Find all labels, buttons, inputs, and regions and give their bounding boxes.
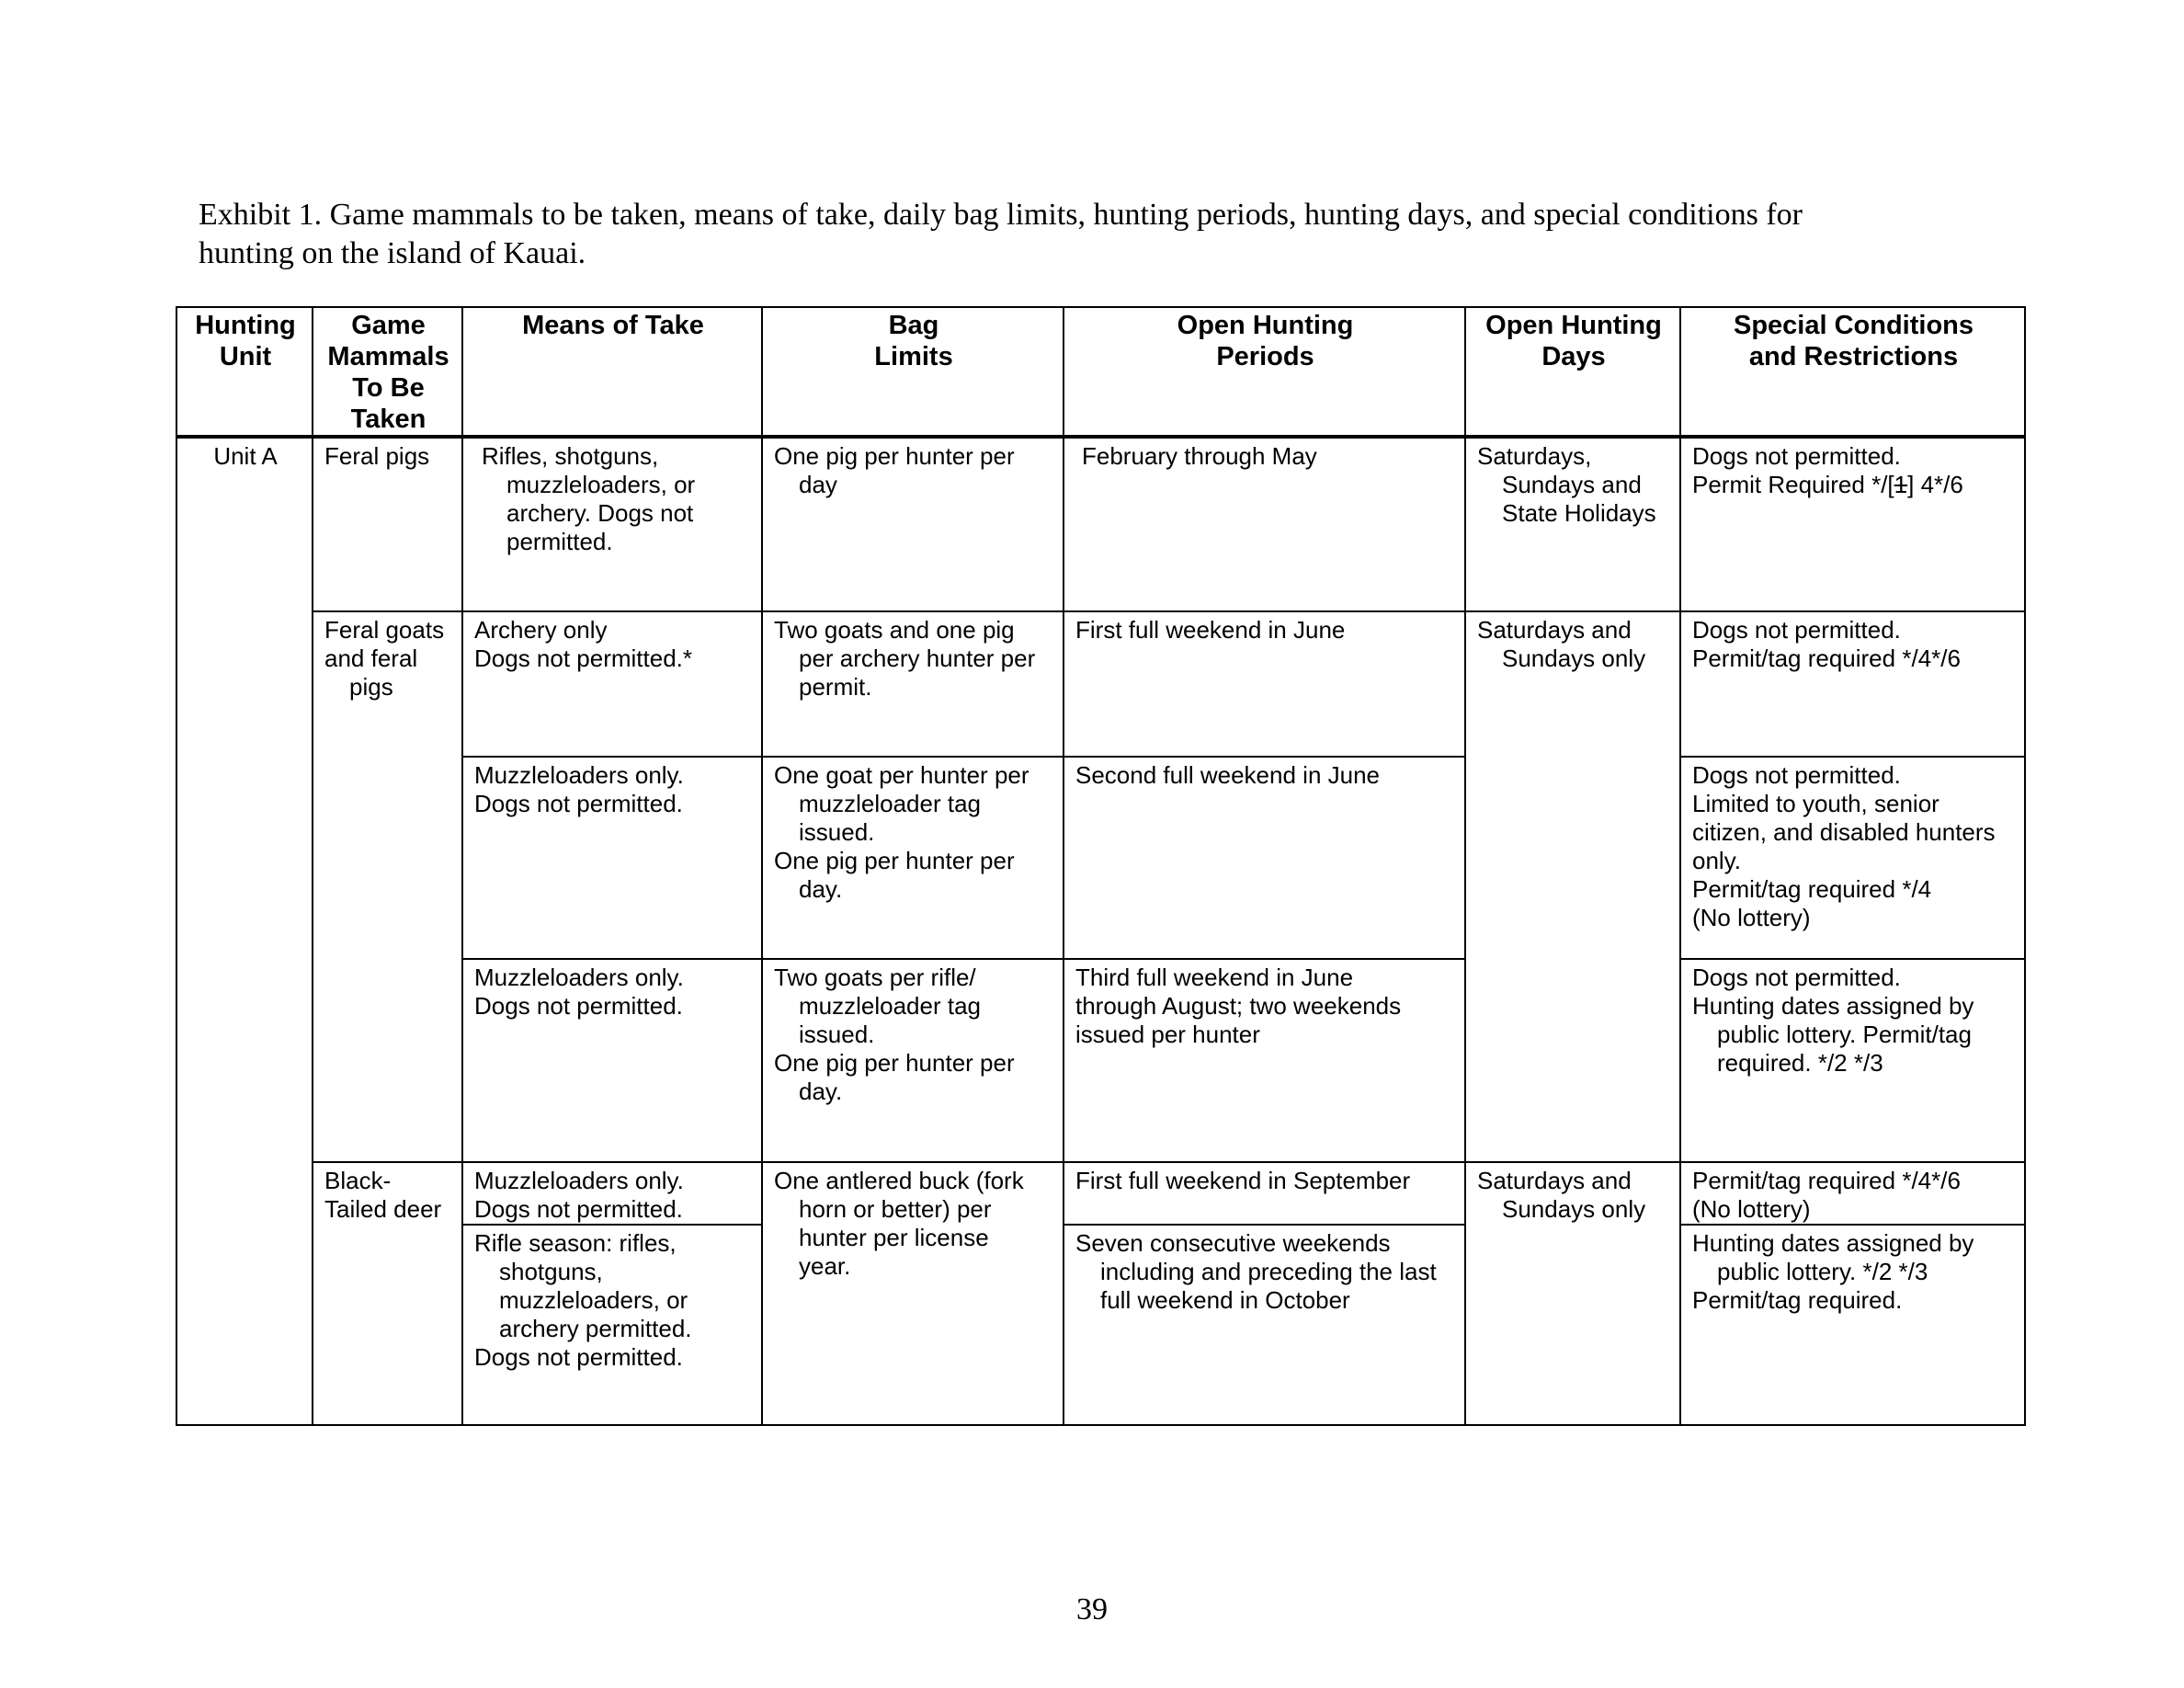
cell-line: Rifles, shotguns, bbox=[482, 442, 659, 470]
cell-line: day. bbox=[799, 875, 843, 903]
cell-line: only. bbox=[1692, 847, 1741, 874]
header-text: Bag bbox=[888, 311, 939, 340]
cell-line: Limited to youth, senior bbox=[1692, 790, 1939, 817]
cell-text: Permit Required */[ bbox=[1692, 471, 1894, 498]
bag-limit-cell bbox=[762, 1162, 1064, 1425]
period-cell bbox=[1064, 1225, 1465, 1425]
page-number: 39 bbox=[1076, 1592, 1108, 1626]
cell-line: full weekend in October bbox=[1100, 1286, 1350, 1314]
cell-line: Dogs not permitted. bbox=[1692, 761, 1901, 789]
header-text: To Be bbox=[352, 373, 425, 403]
cell-line: archery. Dogs not bbox=[506, 499, 694, 527]
cell-line: Third full weekend in June bbox=[1075, 964, 1354, 991]
header-means-of-take bbox=[462, 307, 762, 437]
cell-line: Permit/tag required */4*/6 bbox=[1692, 1167, 1961, 1194]
period-cell bbox=[1064, 611, 1465, 757]
period-cell bbox=[1064, 959, 1465, 1162]
cell-line: Tailed deer bbox=[324, 1195, 442, 1223]
cell-line: Rifle season: rifles, bbox=[474, 1229, 677, 1257]
cell-line: (No lottery) bbox=[1692, 1195, 1811, 1223]
days-cell bbox=[1465, 611, 1680, 1162]
cell-line: including and preceding the last bbox=[1100, 1258, 1437, 1285]
mammal-cell bbox=[313, 611, 462, 1162]
means-cell bbox=[462, 1162, 762, 1225]
header-text: Mammals bbox=[327, 342, 449, 371]
cell-line: Dogs not permitted. bbox=[1692, 964, 1901, 991]
cell-line: Dogs not permitted. bbox=[474, 790, 683, 817]
caption-line-1: Exhibit 1. Game mammals to be taken, means of take, daily bag limits, hunting periods, hunting days, and special conditions for bbox=[199, 198, 1803, 232]
cell-line: pigs bbox=[349, 673, 393, 701]
cell-line: One pig per hunter per bbox=[774, 1049, 1015, 1077]
header-hunting-unit bbox=[176, 307, 313, 437]
means-cell bbox=[462, 959, 762, 1162]
header-text: and Restrictions bbox=[1748, 342, 1959, 371]
cell-line: Saturdays and bbox=[1477, 616, 1632, 644]
means-cell bbox=[462, 611, 762, 757]
table-row bbox=[176, 611, 2025, 757]
cell-line: per archery hunter per bbox=[799, 644, 1036, 672]
cell-line: Seven consecutive weekends bbox=[1075, 1229, 1391, 1257]
cell-line: horn or better) per bbox=[799, 1195, 992, 1223]
conditions-cell bbox=[1680, 1225, 2025, 1425]
cell-line: Archery only bbox=[474, 616, 608, 644]
header-text: Limits bbox=[874, 342, 953, 371]
header-text: Hunting bbox=[195, 311, 296, 340]
cell-line: Sundays only bbox=[1502, 1195, 1646, 1223]
cell-line: Permit/tag required */4*/6 bbox=[1692, 644, 1961, 672]
cell-line: through August; two weekends bbox=[1075, 992, 1402, 1020]
header-open-hunting-days bbox=[1465, 307, 1680, 437]
cell-line: Dogs not permitted. bbox=[1692, 616, 1901, 644]
conditions-cell bbox=[1680, 757, 2025, 959]
means-cell bbox=[462, 1225, 762, 1425]
header-text: Game bbox=[351, 311, 426, 340]
cell-line: February through May bbox=[1082, 442, 1317, 470]
cell-line: muzzleloader tag bbox=[799, 992, 981, 1020]
cell-line: Hunting dates assigned by bbox=[1692, 1229, 1974, 1257]
conditions-cell bbox=[1680, 959, 2025, 1162]
header-open-hunting-periods bbox=[1064, 307, 1465, 437]
header-game-mammals bbox=[313, 307, 462, 437]
cell-line: Muzzleloaders only. bbox=[474, 964, 684, 991]
cell-line: muzzleloaders, or bbox=[499, 1286, 688, 1314]
table-row bbox=[176, 437, 2025, 611]
cell-line: Black- bbox=[324, 1167, 392, 1194]
header-special-conditions bbox=[1680, 307, 2025, 437]
cell-line: Second full weekend in June bbox=[1075, 761, 1381, 789]
hunting-unit-cell: Unit A bbox=[176, 437, 313, 1425]
header-row bbox=[176, 307, 2025, 437]
cell-line: Two goats and one pig bbox=[774, 616, 1015, 644]
period-cell bbox=[1064, 437, 1465, 611]
bag-limit-cell bbox=[762, 437, 1064, 611]
header-text: Days bbox=[1541, 342, 1606, 371]
bag-limit-cell bbox=[762, 959, 1064, 1162]
means-cell bbox=[462, 757, 762, 959]
conditions-cell bbox=[1680, 437, 2025, 611]
bag-limit-cell bbox=[762, 757, 1064, 959]
cell-line: muzzleloaders, or bbox=[506, 471, 696, 498]
cell-line: First full weekend in June bbox=[1075, 616, 1346, 644]
cell-line: archery permitted. bbox=[499, 1315, 692, 1342]
days-cell bbox=[1465, 437, 1680, 611]
cell-line: Permit/tag required. bbox=[1692, 1286, 1903, 1314]
bag-limit-cell bbox=[762, 611, 1064, 757]
cell-line: State Holidays bbox=[1502, 499, 1656, 527]
cell-line: muzzleloader tag bbox=[799, 790, 981, 817]
mammal-cell: Feral pigs bbox=[313, 437, 462, 611]
cell-line: permit. bbox=[799, 673, 872, 701]
cell-line: Hunting dates assigned by bbox=[1692, 992, 1974, 1020]
cell-line: issued. bbox=[799, 818, 875, 846]
cell-line: One pig per hunter per bbox=[774, 847, 1015, 874]
cell-line: Sundays only bbox=[1502, 644, 1646, 672]
header-text: Open Hunting bbox=[1177, 311, 1354, 340]
cell-line: Dogs not permitted.* bbox=[474, 644, 693, 672]
cell-line: hunter per license bbox=[799, 1224, 989, 1251]
header-text: Means of Take bbox=[522, 311, 704, 340]
cell-line: required. */2 */3 bbox=[1717, 1049, 1883, 1077]
cell-text: ] 4*/6 bbox=[1907, 471, 1963, 498]
cell-line: public lottery. */2 */3 bbox=[1717, 1258, 1928, 1285]
cell-line: Saturdays and bbox=[1477, 1167, 1632, 1194]
cell-line: First full weekend in September bbox=[1075, 1167, 1411, 1194]
cell-line: and feral bbox=[324, 644, 418, 672]
hunting-regulations-table bbox=[176, 306, 2026, 1426]
cell-line: issued per hunter bbox=[1075, 1021, 1260, 1048]
struck-text: 1 bbox=[1894, 471, 1908, 498]
cell-line: Dogs not permitted. bbox=[474, 1343, 683, 1371]
period-cell bbox=[1064, 757, 1465, 959]
table-row bbox=[176, 1162, 2025, 1225]
header-text: Periods bbox=[1216, 342, 1314, 371]
cell-line: Muzzleloaders only. bbox=[474, 761, 684, 789]
header-text: Special Conditions bbox=[1733, 311, 1974, 340]
days-cell bbox=[1465, 1162, 1680, 1425]
conditions-cell bbox=[1680, 1162, 2025, 1225]
cell-line: public lottery. Permit/tag bbox=[1717, 1021, 1972, 1048]
cell-line: permitted. bbox=[506, 528, 613, 555]
header-text: Taken bbox=[350, 405, 427, 434]
cell-line: Permit/tag required */4 bbox=[1692, 875, 1932, 903]
means-cell bbox=[462, 437, 762, 611]
cell-line: Two goats per rifle/ bbox=[774, 964, 976, 991]
cell-line: Sundays and bbox=[1502, 471, 1642, 498]
cell-line: day. bbox=[799, 1078, 843, 1105]
conditions-cell bbox=[1680, 611, 2025, 757]
cell-line bbox=[1692, 471, 2015, 499]
cell-line: year. bbox=[799, 1252, 851, 1280]
cell-line: day bbox=[799, 471, 837, 498]
caption-line-2: hunting on the island of Kauai. bbox=[199, 236, 586, 270]
header-text: Unit bbox=[219, 342, 272, 371]
cell-line: Feral goats bbox=[324, 616, 445, 644]
cell-line: One pig per hunter per bbox=[774, 442, 1015, 470]
cell-line: Dogs not permitted. bbox=[1692, 442, 1901, 470]
cell-line: One goat per hunter per bbox=[774, 761, 1029, 789]
exhibit-caption bbox=[199, 196, 2000, 273]
cell-line: (No lottery) bbox=[1692, 904, 1811, 931]
cell-line: shotguns, bbox=[499, 1258, 603, 1285]
mammal-cell bbox=[313, 1162, 462, 1425]
cell-line: Muzzleloaders only. bbox=[474, 1167, 684, 1194]
cell-line: issued. bbox=[799, 1021, 875, 1048]
header-bag-limits bbox=[762, 307, 1064, 437]
cell-line: Saturdays, bbox=[1477, 442, 1592, 470]
period-cell bbox=[1064, 1162, 1465, 1225]
cell-line: Dogs not permitted. bbox=[474, 1195, 683, 1223]
header-text: Open Hunting bbox=[1485, 311, 1662, 340]
cell-line: Dogs not permitted. bbox=[474, 992, 683, 1020]
cell-line: citizen, and disabled hunters bbox=[1692, 818, 1996, 846]
cell-line: One antlered buck (fork bbox=[774, 1167, 1024, 1194]
